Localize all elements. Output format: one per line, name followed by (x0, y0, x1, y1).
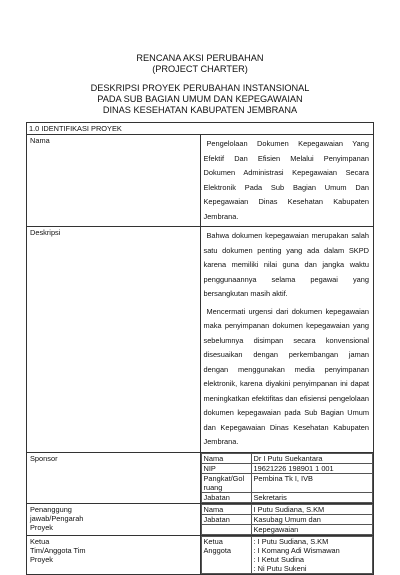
section-header: 1.0 IDENTIFIKASI PROYEK (27, 123, 374, 135)
penanggung-table (201, 504, 374, 535)
row-ketua (27, 535, 374, 574)
section-header-row (27, 123, 374, 135)
label-penanggung (27, 503, 201, 535)
label-sponsor: Sponsor (27, 452, 201, 503)
penanggung-row-nama (201, 504, 373, 514)
ketua-value-3: : I Ketut Sudina (253, 554, 305, 564)
sponsor-key: Nama (201, 453, 251, 463)
label-ketua (27, 535, 201, 574)
sponsor-key: NIP (201, 463, 251, 473)
penanggung-row-jabatan-cont (201, 524, 373, 534)
penanggung-key: Jabatan (201, 514, 251, 524)
value-sponsor (200, 452, 374, 503)
deskripsi-paragraph-2: Mencermati urgensi dari dokumen kepegawaian maka penyimpanan dokumen kepegawaian yang sebelumnya disimpan secara konvensional disesuaikan dengan perkembangan jaman dengan menggunakan media penyimpanan elektronik, karena diyakini penyimpanan ini dapat meningkatkan efektifitas dan efisiensi pengelolaan dokumen kepegawaian pada Sub Bagian Umum dan Kepegawaian Dinas Kesehatan Kabupaten Jembrana. (203, 306, 369, 446)
ketua-key-2: Anggota (203, 545, 232, 555)
ketua-key-1: Ketua (203, 536, 223, 546)
document-subtitle (0, 83, 400, 116)
value-penanggung (200, 503, 374, 535)
sponsor-value: Dr I Putu Suekantara (251, 453, 373, 463)
sponsor-value: Sekretaris (251, 492, 373, 502)
ketua-table (201, 536, 374, 574)
row-sponsor (27, 452, 374, 503)
ketua-value-2: : I Komang Adi Wismawan (253, 545, 340, 555)
ketua-row (201, 536, 373, 573)
penanggung-label-line-2: jawab/Pengarah (30, 513, 84, 523)
ketua-value-4: : Ni Putu Sukeni (253, 563, 307, 573)
sponsor-key: Jabatan (201, 492, 251, 502)
penanggung-value: Kepegawaian (251, 524, 373, 534)
document-title (0, 53, 400, 75)
deskripsi-paragraph-1: Bahwa dokumen kepegawaian merupakan salah satu dokumen penting yang ada dalam SKPD karena memiliki nilai guna dan jangka waktu penggunaannya selama pegawai yang bersangkutan masih aktif. (203, 231, 369, 298)
row-penanggung (27, 503, 374, 535)
sponsor-row-jabatan (201, 492, 373, 502)
penanggung-key (201, 524, 251, 534)
sponsor-value: 19621226 198901 1 001 (251, 463, 373, 473)
subtitle-line-3: DINAS KESEHATAN KABUPATEN JEMBRANA (102, 105, 298, 115)
ketua-value-1: : I Putu Sudiana, S.KM (253, 536, 329, 546)
ketua-label-line-1: Ketua (30, 536, 50, 546)
sponsor-row-nip (201, 463, 373, 473)
ketua-keys (201, 536, 251, 573)
penanggung-value: I Putu Sudiana, S.KM (251, 504, 373, 514)
title-line-2: (PROJECT CHARTER) (152, 64, 248, 74)
sponsor-key: Pangkat/Gol ruang (201, 473, 251, 492)
penanggung-row-jabatan (201, 514, 373, 524)
sponsor-row-pangkat (201, 473, 373, 492)
sponsor-value: Pembina Tk I, IVB (251, 473, 373, 492)
title-line-1: RENCANA AKSI PERUBAHAN (136, 53, 264, 63)
value-ketua (200, 535, 374, 574)
ketua-label-line-2: Tim/Anggota Tim (30, 545, 86, 555)
label-deskripsi: Deskripsi (27, 227, 201, 453)
subtitle-line-2: PADA SUB BAGIAN UMUM DAN KEPEGAWAIAN (97, 94, 303, 104)
penanggung-label-line-3: Proyek (30, 522, 54, 532)
sponsor-row-nama (201, 453, 373, 463)
penanggung-key: Nama (201, 504, 251, 514)
identification-table (26, 122, 374, 575)
sponsor-table (201, 453, 374, 503)
penanggung-value: Kasubag Umum dan (251, 514, 373, 524)
subtitle-line-1: DESKRIPSI PROYEK PERUBAHAN INSTANSIONAL (90, 83, 310, 93)
value-deskripsi (200, 227, 374, 453)
label-nama: Nama (27, 135, 201, 227)
nama-text: Pengelolaan Dokumen Kepegawaian Yang Efektif Dan Efisien Melalui Penyimpanan Dokumen Administrasi Kepegawaian Secara Elektronik Pada Sub Bagian Umum Dan Kepegawaian Dinas Kesehatan Kabupaten Jembrana. (203, 139, 369, 221)
row-deskripsi (27, 227, 374, 453)
penanggung-label-line-1: Penanggung (30, 504, 72, 514)
row-nama (27, 135, 374, 227)
ketua-label-line-3: Proyek (30, 554, 54, 564)
value-nama (200, 135, 374, 227)
ketua-values (251, 536, 373, 573)
